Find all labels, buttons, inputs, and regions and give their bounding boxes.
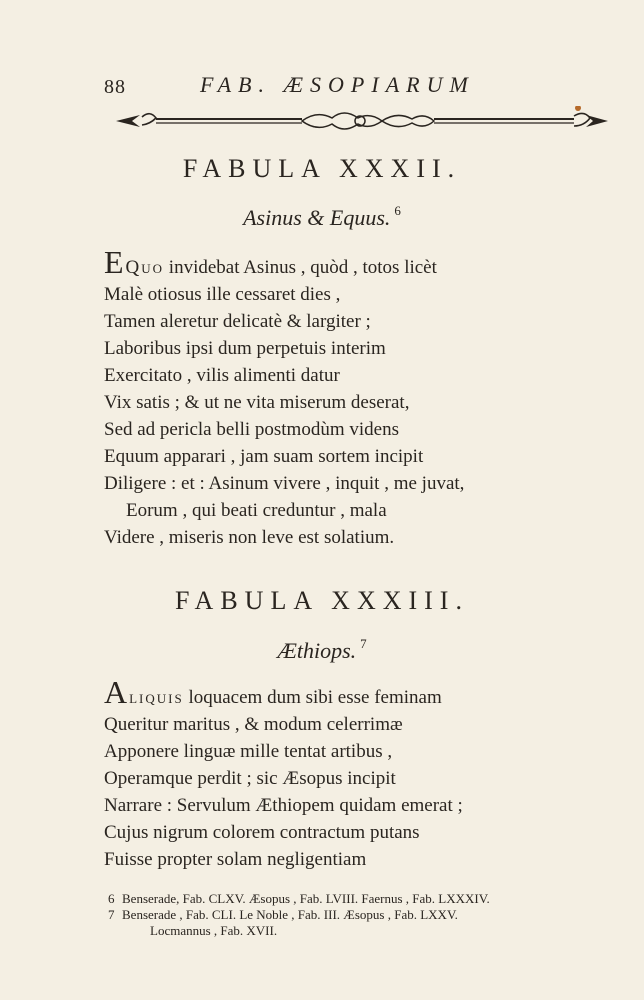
running-title: FAB. ÆSOPIARUM <box>200 72 475 97</box>
verse-first-word: Quo <box>125 257 165 278</box>
verse-line: Vix satis ; & ut ne vita miserum deserat, <box>104 392 410 413</box>
fable-32-subtitle <box>0 203 644 231</box>
fable-33-title: FABULA XXXIII. <box>175 586 469 615</box>
fable-32-title: FABULA XXXII. <box>182 154 462 183</box>
page-header <box>104 66 524 100</box>
verse-line: Videre , miseris non leve est solatium. <box>104 527 395 548</box>
verse-line: Diligere : et : Asinum vivere , inquit , me juvat, <box>104 473 465 494</box>
verse-line: Sed ad pericla belli postmodùm videns <box>104 419 399 440</box>
drop-cap: A <box>104 674 128 710</box>
fable-33-note-ref: 7 <box>360 636 367 651</box>
verse-line <box>104 244 544 281</box>
verse-line: Tamen aleretur delicatè & largiter ; <box>104 311 371 332</box>
drop-cap: E <box>104 244 124 280</box>
fable-33-verse <box>104 674 544 873</box>
verse-line: Malè otiosus ille cessaret dies , <box>104 284 341 305</box>
footnote-mark: 7 <box>108 907 115 922</box>
fable-32-note-ref: 6 <box>394 203 401 218</box>
verse-line <box>104 674 544 711</box>
verse-line-text: loquacem dum sibi esse feminam <box>183 687 442 708</box>
verse-line: Narrare : Servulum Æthiopem quidam emerat ; <box>104 795 463 816</box>
verse-line: Eorum , qui beati creduntur , mala <box>126 500 387 521</box>
verse-first-word: liquis <box>129 687 184 708</box>
fable-33-subtitle <box>0 636 644 664</box>
verse-line: Fuisse propter solam negligentiam <box>104 849 367 870</box>
page-number: 88 <box>104 76 126 98</box>
fable-32-subtitle-text: Asinus & Equus. <box>243 205 391 230</box>
verse-line: Equum apparari , jam suam sortem incipit <box>104 446 424 467</box>
verse-line: Apponere linguæ mille tentat artibus , <box>104 741 393 762</box>
footnote-continuation: Locmannus , Fab. XVII. <box>150 923 278 938</box>
verse-line-text: invidebat Asinus , quòd , totos licèt <box>164 257 437 278</box>
decorative-rule-ornament <box>112 106 612 136</box>
verse-line: Exercitato , vilis alimenti datur <box>104 365 340 386</box>
fable-33-subtitle-text: Æthiops. <box>277 638 357 663</box>
verse-line: Laboribus ipsi dum perpetuis interim <box>104 338 386 359</box>
footnote <box>108 907 622 923</box>
footnote <box>108 891 622 907</box>
verse-line: Queritur maritus , & modum celerrimæ <box>104 714 403 735</box>
verse-line: Operamque perdit ; sic Æsopus incipit <box>104 768 396 789</box>
footnote-text: Benserade , Fab. CLI. Le Noble , Fab. III. Æsopus , Fab. LXXV. <box>122 907 458 922</box>
footnote-mark: 6 <box>108 891 115 906</box>
footnote-text: Benserade, Fab. CLXV. Æsopus , Fab. LVIII. Faernus , Fab. LXXXIV. <box>122 891 490 906</box>
verse-line: Cujus nigrum colorem contractum putans <box>104 822 420 843</box>
footnotes <box>108 891 622 939</box>
fable-32-verse <box>104 244 544 551</box>
